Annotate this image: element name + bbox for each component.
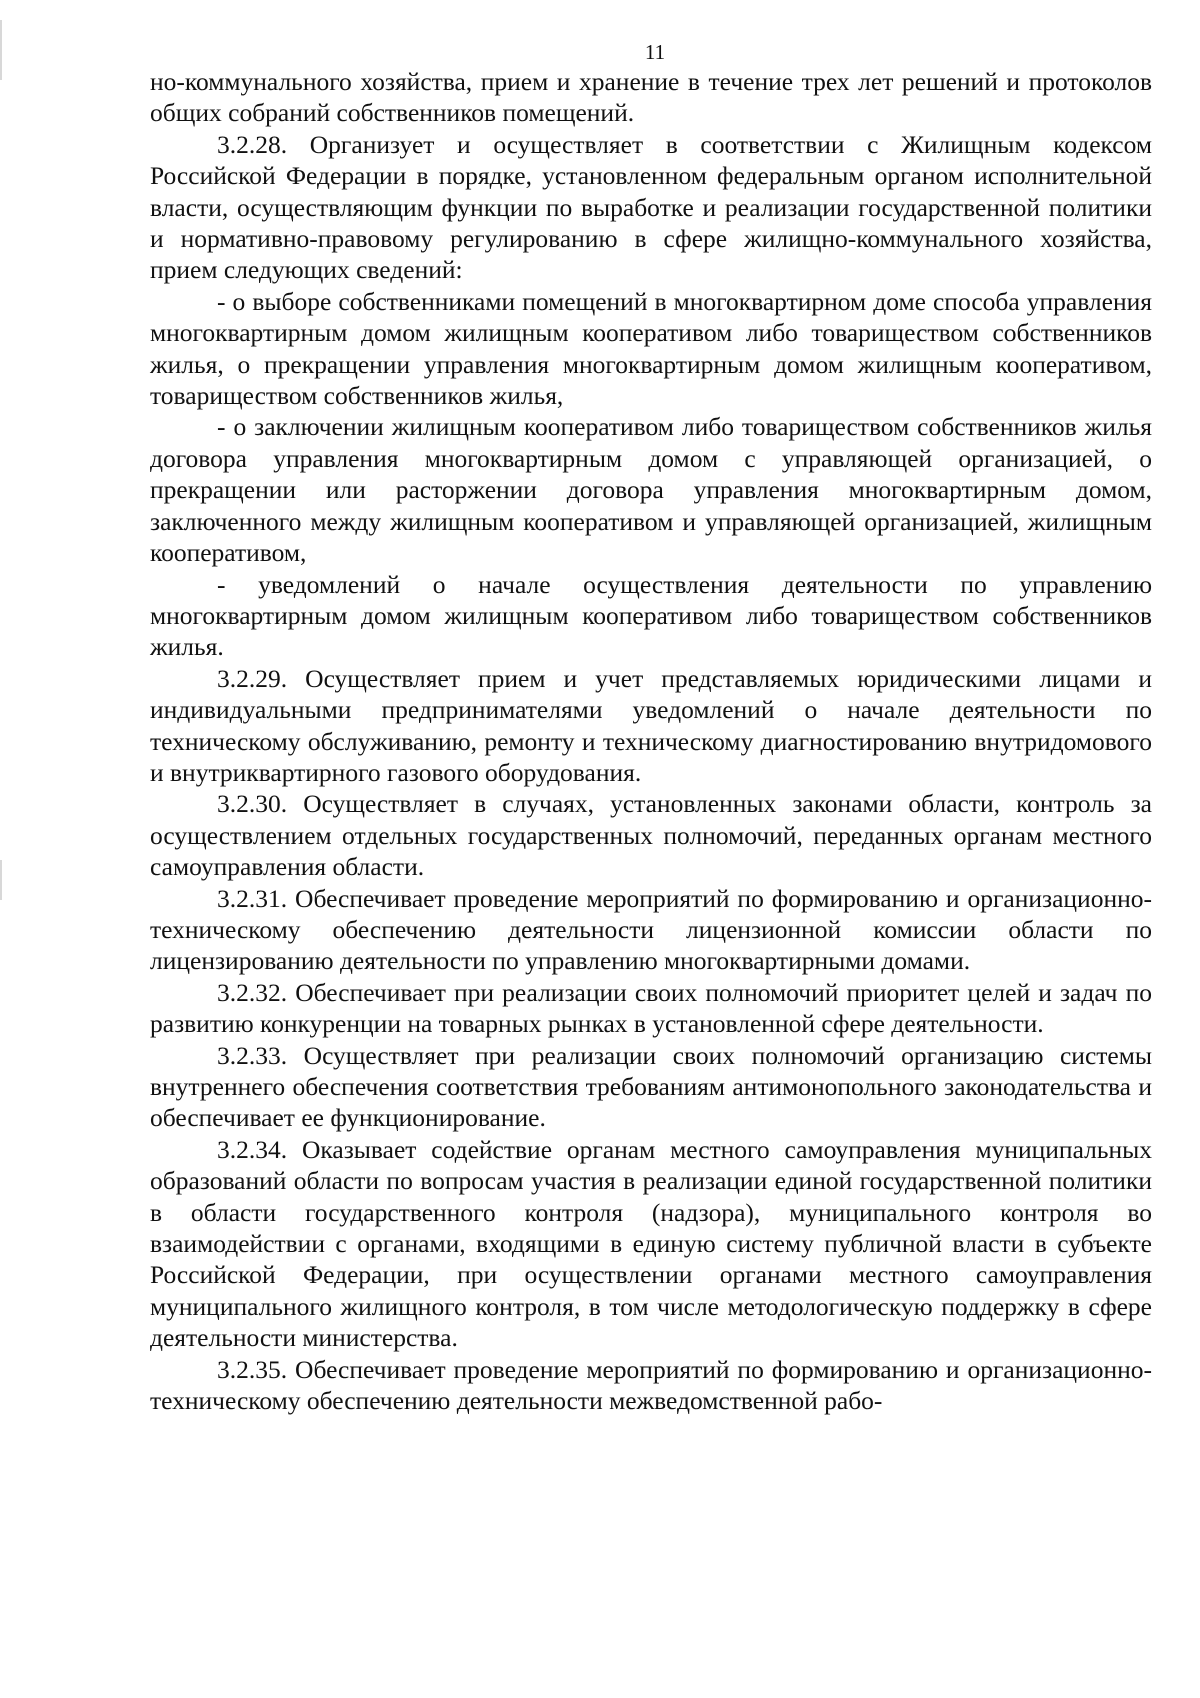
paragraph-3-2-35: 3.2.35. Обеспечивает проведение мероприятий по формированию и организационно-техническому обеспечению деятельности межведомственной рабо- bbox=[150, 1354, 1152, 1416]
paragraph-continuation: но-коммунального хозяйства, прием и хранение в течение трех лет решений и протоколов общих собраний собственников помещений. bbox=[150, 67, 1152, 128]
scan-edge-mark-middle bbox=[0, 860, 2, 900]
paragraph-3-2-29: 3.2.29. Осуществляет прием и учет представляемых юридическими лицами и индивидуальными предпринимателями уведомлений о начале деятельности по техническому обслуживанию, ремонту и техническому диагностированию внутридомового и внутриквартирного газового оборудования. bbox=[150, 663, 1152, 787]
scan-edge-mark-top bbox=[0, 20, 2, 80]
paragraph-3-2-30: 3.2.30. Осуществляет в случаях, установленных законами области, контроль за осуществлением отдельных государственных полномочий, переданных органам местного самоуправления области. bbox=[150, 789, 1152, 882]
paragraph-3-2-28: 3.2.28. Организует и осуществляет в соответствии с Жилищным кодексом Российской Федерации в порядке, установленном федеральным органом исполнительной власти, осуществляющим функции по выработке и реализации государственной политики и нормативно-правовому регулированию в сфере жилищно-коммунального хозяйства, прием следующих сведений: bbox=[150, 129, 1152, 285]
page-number: 11 bbox=[644, 40, 666, 64]
list-item-contract-conclusion: - о заключении жилищным кооперативом либо товариществом собственников жилья договора управления многоквартирным домом с управляющей организацией, о прекращении или расторжении договора управления многоквартирным домом, заключенного между жилищным кооперативом и управляющей организацией, жилищным кооперативом, bbox=[150, 412, 1152, 568]
list-item-notifications: - уведомлений о начале осуществления деятельности по управлению многоквартирным домом жилищным кооперативом либо товариществом собственников жилья. bbox=[150, 569, 1152, 662]
paragraph-3-2-31: 3.2.31. Обеспечивает проведение мероприятий по формированию и организационно-техническому обеспечению деятельности лицензионной комиссии области по лицензированию деятельности по управлению многоквартирными домами. bbox=[150, 883, 1152, 976]
list-item-choice-of-management: - о выборе собственниками помещений в многоквартирном доме способа управления многоквартирным домом жилищным кооперативом либо товариществом собственников жилья, о прекращении управления многоквартирным домом жилищным кооперативом, товариществом собственников жилья, bbox=[150, 286, 1152, 411]
paragraph-3-2-33: 3.2.33. Осуществляет при реализации своих полномочий организацию системы внутреннего обеспечения соответствия требованиям антимонопольного законодательства и обеспечивает ее функционирование. bbox=[150, 1040, 1152, 1133]
paragraph-3-2-32: 3.2.32. Обеспечивает при реализации своих полномочий приоритет целей и задач по развитию конкуренции на товарных рынках в установленной сфере деятельности. bbox=[150, 977, 1152, 1039]
document-page bbox=[150, 40, 1152, 1416]
paragraph-3-2-34: 3.2.34. Оказывает содействие органам местного самоуправления муниципальных образований области по вопросам участия в реализации единой государственной политики в области государственного контроля (надзора), муниципального контроля во взаимодействии с органами, входящими в единую систему публичной власти в субъекте Российской Федерации, при осуществлении органами местного самоуправления муниципального жилищного контроля, в том числе методологическую поддержку в сфере деятельности министерства. bbox=[150, 1134, 1152, 1353]
